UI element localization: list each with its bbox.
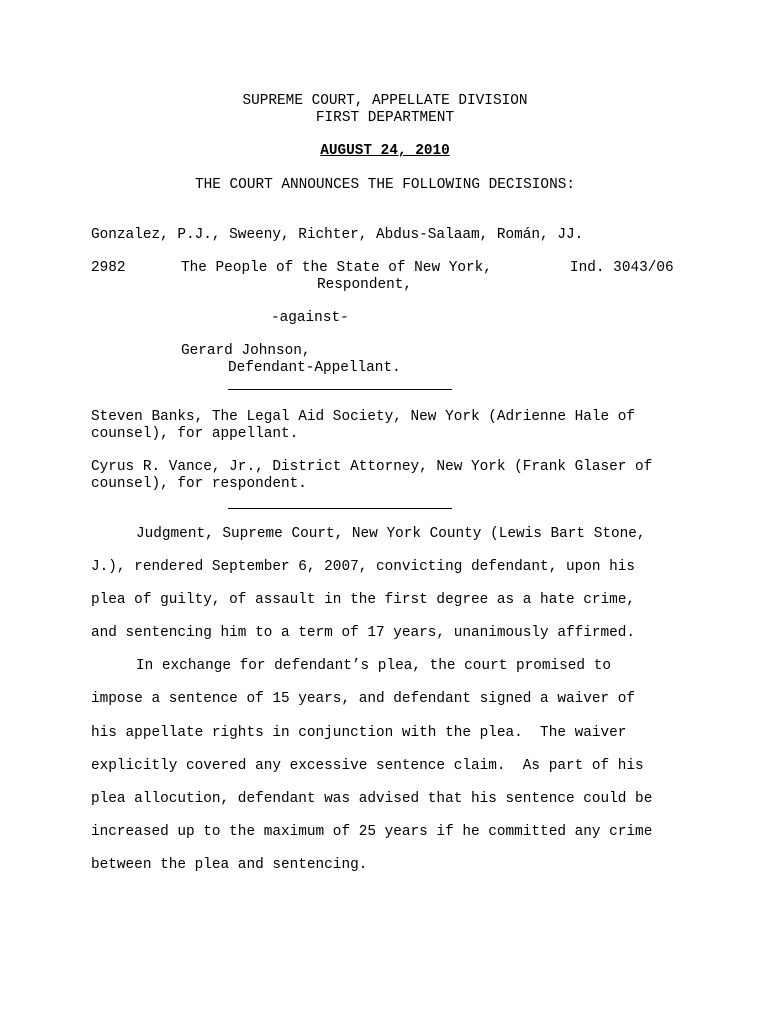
- body-line: and sentencing him to a term of 17 years, unanimously affirmed.: [91, 625, 636, 641]
- respondent-counsel-line2: counsel), for respondent.: [91, 476, 307, 492]
- body-line: plea allocution, defendant was advised that his sentence could be: [91, 791, 653, 807]
- decision-date: AUGUST 24, 2010: [320, 143, 450, 159]
- body-line: impose a sentence of 15 years, and defendant signed a waiver of: [91, 691, 636, 707]
- bench-justices: Gonzalez, P.J., Sweeny, Richter, Abdus-Salaam, Román, JJ.: [91, 227, 584, 243]
- plaintiff-name: The People of the State of New York,: [181, 260, 492, 276]
- court-name: SUPREME COURT, APPELLATE DIVISION: [242, 93, 528, 109]
- body-line: In exchange for defendant’s plea, the court promised to: [136, 658, 611, 674]
- caption-divider: [228, 389, 452, 390]
- body-line: explicitly covered any excessive sentence claim. As part of his: [91, 758, 644, 774]
- defendant-role: Defendant-Appellant.: [228, 360, 401, 376]
- plaintiff-role: Respondent,: [317, 277, 412, 293]
- against-label: -against-: [271, 310, 349, 326]
- body-line: between the plea and sentencing.: [91, 857, 368, 873]
- respondent-counsel-line1: Cyrus R. Vance, Jr., District Attorney, New York (Frank Glaser of: [91, 459, 653, 475]
- body-line: his appellate rights in conjunction with the plea. The waiver: [91, 725, 627, 741]
- department-name: FIRST DEPARTMENT: [315, 110, 455, 126]
- defendant-name: Gerard Johnson,: [181, 343, 311, 359]
- appellant-counsel-line2: counsel), for appellant.: [91, 426, 299, 442]
- body-line: increased up to the maximum of 25 years if he committed any crime: [91, 824, 653, 840]
- body-line: J.), rendered September 6, 2007, convicting defendant, upon his: [91, 559, 636, 575]
- body-line: Judgment, Supreme Court, New York County (Lewis Bart Stone,: [136, 526, 646, 542]
- indictment-number: Ind. 3043/06: [570, 260, 674, 276]
- announcement: THE COURT ANNOUNCES THE FOLLOWING DECISIONS:: [195, 177, 575, 193]
- counsel-divider: [228, 508, 452, 509]
- appellant-counsel-line1: Steven Banks, The Legal Aid Society, New York (Adrienne Hale of: [91, 409, 636, 425]
- case-number: 2982: [91, 260, 126, 276]
- body-line: plea of guilty, of assault in the first degree as a hate crime,: [91, 592, 636, 608]
